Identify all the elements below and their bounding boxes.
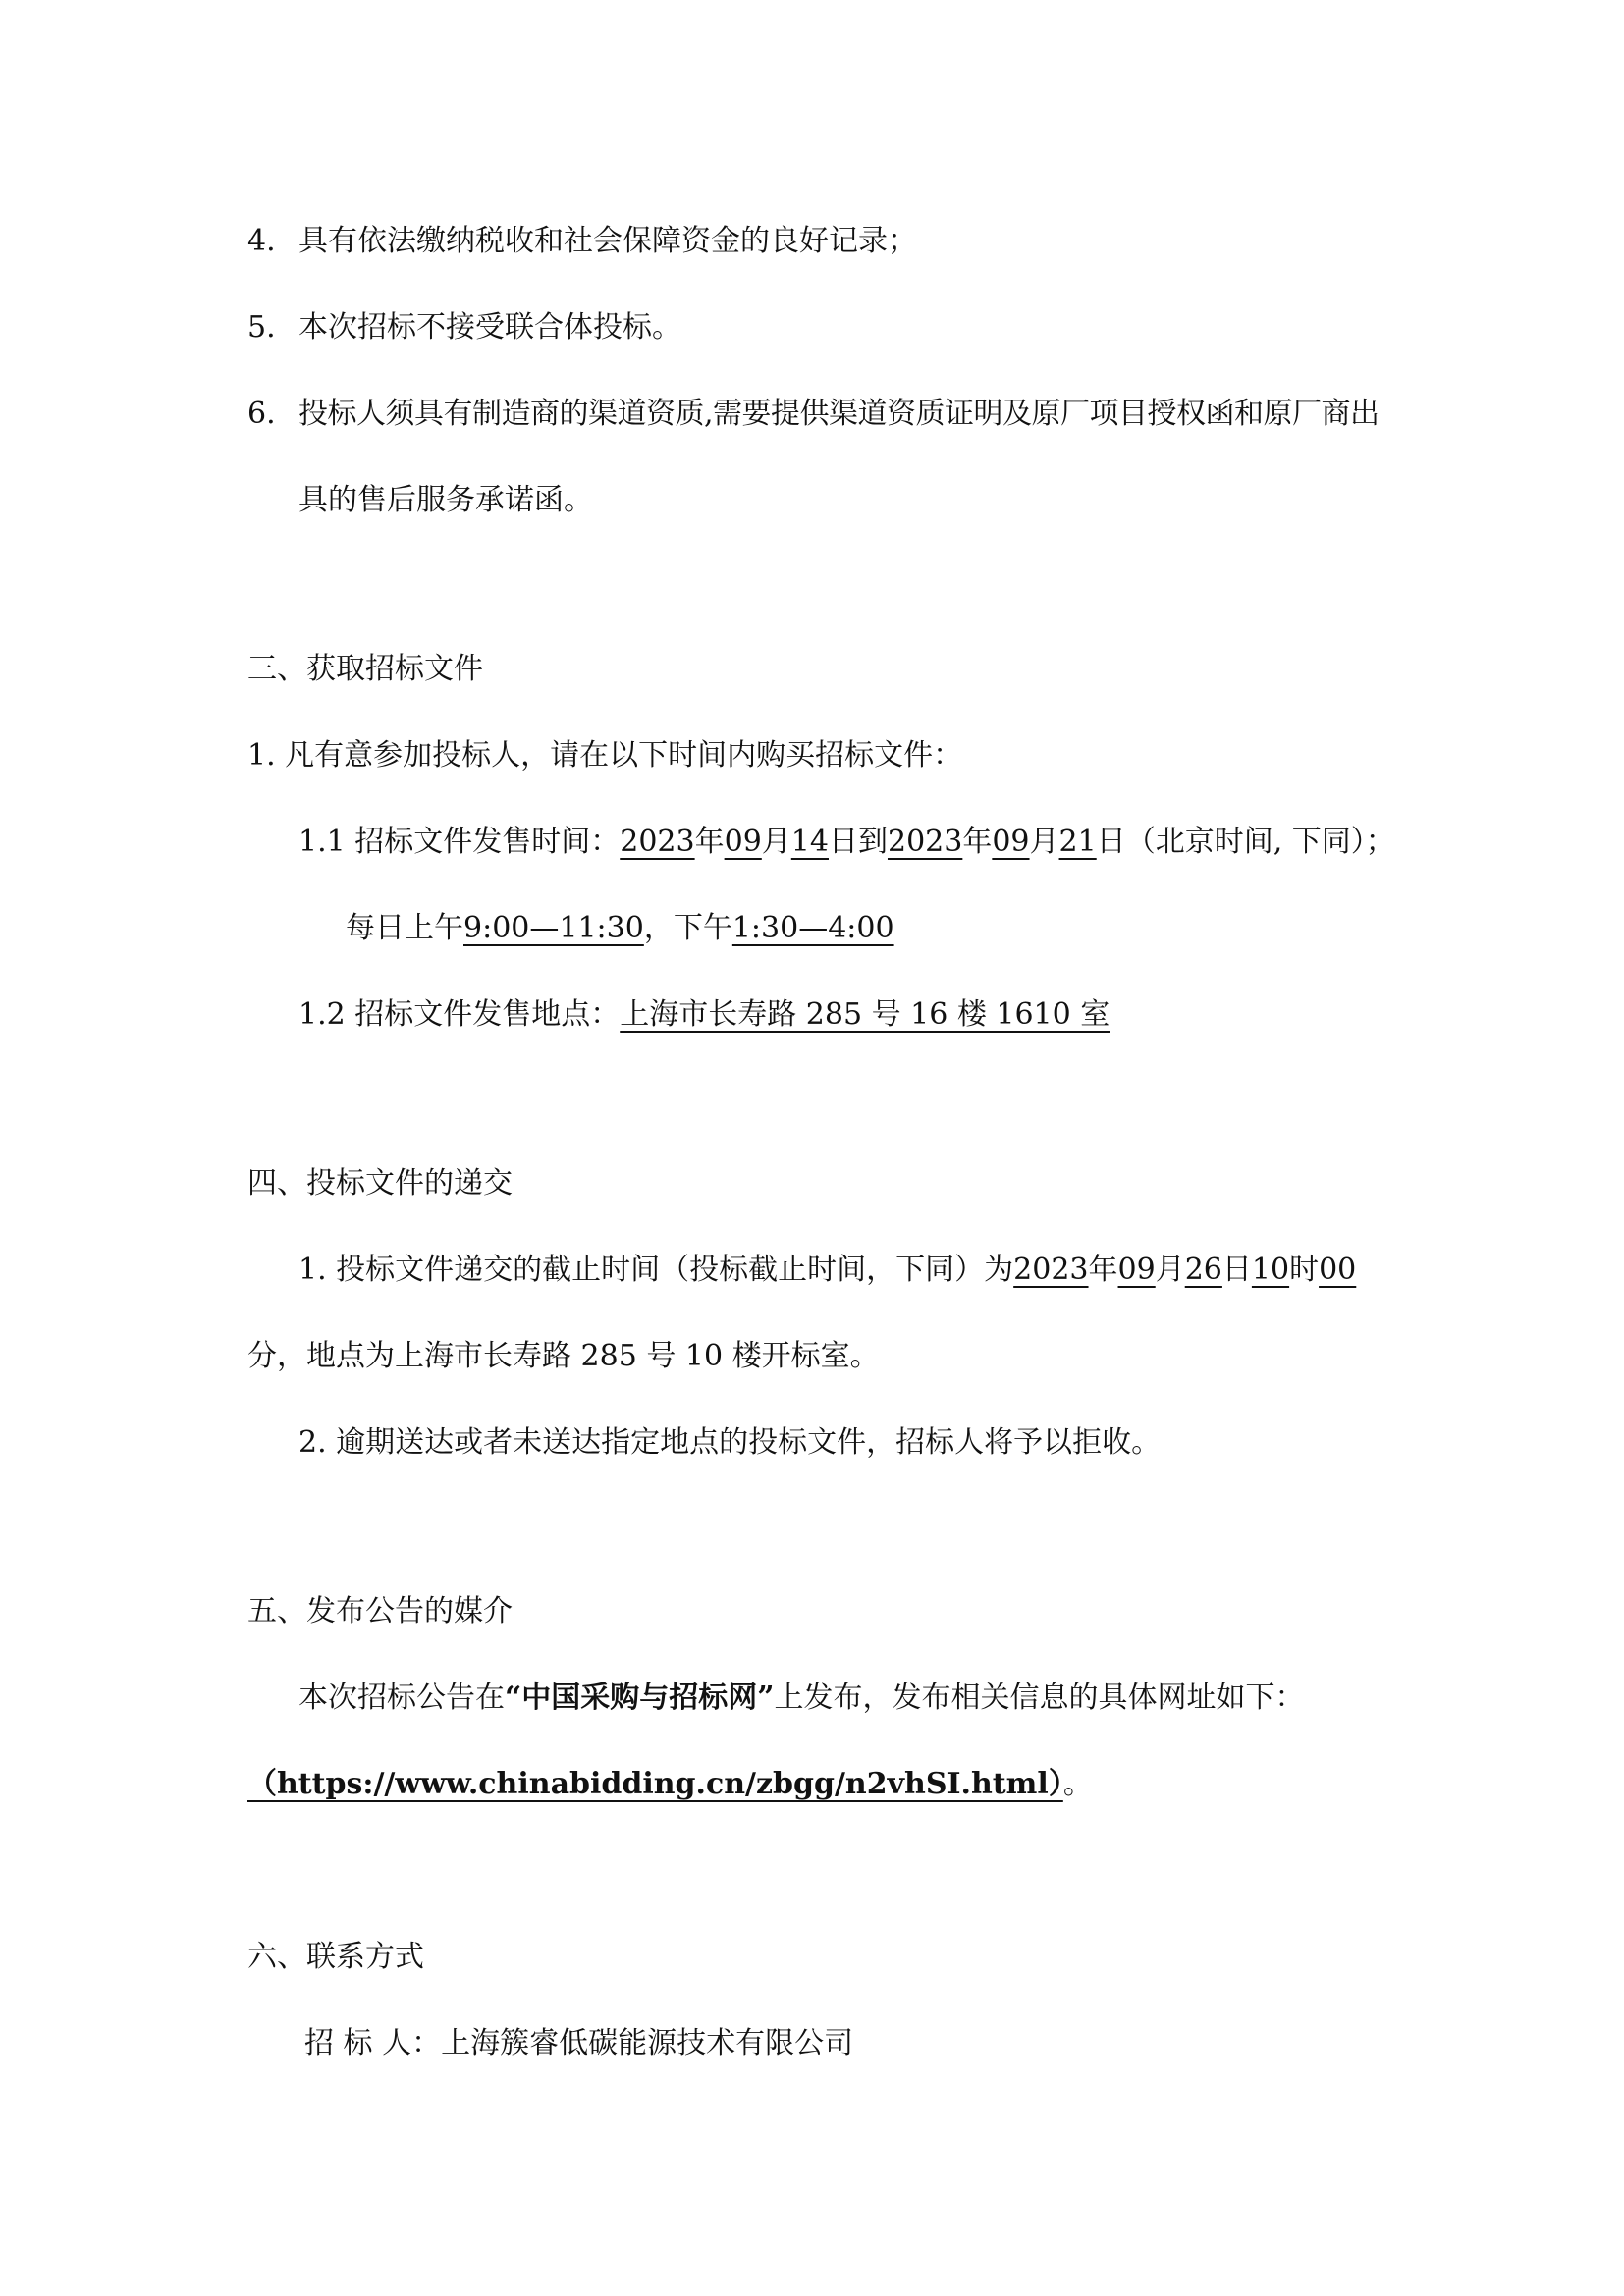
unit-month: 月: [1155, 1253, 1185, 1287]
unit-year: 年: [694, 825, 725, 859]
daily-label: 每日上午: [346, 911, 463, 945]
deadline-year: 2023: [1013, 1253, 1089, 1287]
sale-location: 上海市长寿路 285 号 16 楼 1610 室: [620, 997, 1110, 1032]
unit-month: 月: [761, 825, 791, 859]
site-name: “中国采购与招标网”: [505, 1681, 775, 1715]
announcement-url[interactable]: （https://www.chinabidding.cn/zbgg/n2vhSI.html）: [247, 1767, 1063, 1801]
end-year: 2023: [887, 825, 963, 859]
media-line: [298, 1679, 1305, 1718]
deadline-minute: 00: [1319, 1253, 1357, 1287]
unit-hour: 时: [1289, 1253, 1320, 1287]
tenderer-label: 招 标 人：: [304, 2026, 442, 2060]
section-6-heading: 六、联系方式: [247, 1940, 424, 1974]
sale-time-tail: 日（北京时间, 下同）；: [1096, 825, 1395, 859]
unit-year: 年: [962, 825, 993, 859]
sale-time-label: 1.1 招标文件发售时间：: [298, 825, 621, 859]
item-text: 本次招标不接受联合体投标。: [298, 310, 681, 345]
start-year: 2023: [620, 825, 695, 859]
daily-hours-line: [346, 909, 894, 948]
deadline-line: [298, 1251, 1356, 1290]
deadline-hour: 10: [1251, 1253, 1290, 1287]
start-day: 14: [790, 825, 829, 859]
tenderer-line: [304, 2024, 853, 2063]
item-5: [247, 308, 681, 347]
deadline-day: 26: [1184, 1253, 1222, 1287]
section-5-heading: 五、发布公告的媒介: [247, 1594, 513, 1629]
item-text: 投标人须具有制造商的渠道资质,需要提供渠道资质证明及原厂项目授权函和原厂商出: [298, 397, 1380, 431]
url-tail: 。: [1062, 1767, 1093, 1801]
deadline-line-continued: 分，地点为上海市长寿路 285 号 10 楼开标室。: [247, 1339, 880, 1373]
item-6-continued: 具的售后服务承诺函。: [298, 483, 593, 517]
unit-day-to: 日到: [828, 825, 888, 859]
sale-location-line: [298, 995, 1110, 1035]
item-number: 5.: [247, 310, 276, 345]
url-line: [247, 1765, 1093, 1804]
section-4-heading: 四、投标文件的递交: [247, 1166, 513, 1201]
media-post: 上发布，发布相关信息的具体网址如下：: [774, 1681, 1305, 1715]
start-month: 09: [724, 825, 762, 859]
item-number: 4.: [247, 224, 276, 258]
unit-day: 日: [1221, 1253, 1252, 1287]
media-pre: 本次招标公告在: [298, 1681, 505, 1715]
unit-year: 年: [1088, 1253, 1118, 1287]
item-4: [247, 222, 917, 261]
deadline-month: 09: [1117, 1253, 1156, 1287]
end-month: 09: [992, 825, 1030, 859]
section-3-heading: 三、获取招标文件: [247, 652, 483, 686]
morning-hours: 9:00—11:30: [463, 911, 644, 945]
item-6: [247, 395, 1380, 434]
unit-month: 月: [1029, 825, 1059, 859]
late-submission-line: 2. 逾期送达或者未送达指定地点的投标文件，招标人将予以拒收。: [298, 1425, 1162, 1460]
section-3-item-1: 1. 凡有意参加投标人，请在以下时间内购买招标文件：: [247, 738, 963, 773]
afternoon-hours: 1:30—4:00: [731, 911, 894, 945]
deadline-label: 1. 投标文件递交的截止时间（投标截止时间，下同）为: [298, 1253, 1014, 1287]
item-text: 具有依法缴纳税收和社会保障资金的良好记录；: [298, 224, 917, 258]
item-number: 6.: [247, 397, 276, 431]
tenderer-name: 上海簇睿低碳能源技术有限公司: [441, 2026, 854, 2060]
end-day: 21: [1058, 825, 1097, 859]
sale-time-line: [298, 823, 1395, 862]
afternoon-label: ，下午: [643, 911, 732, 945]
sale-location-label: 1.2 招标文件发售地点：: [298, 997, 621, 1032]
